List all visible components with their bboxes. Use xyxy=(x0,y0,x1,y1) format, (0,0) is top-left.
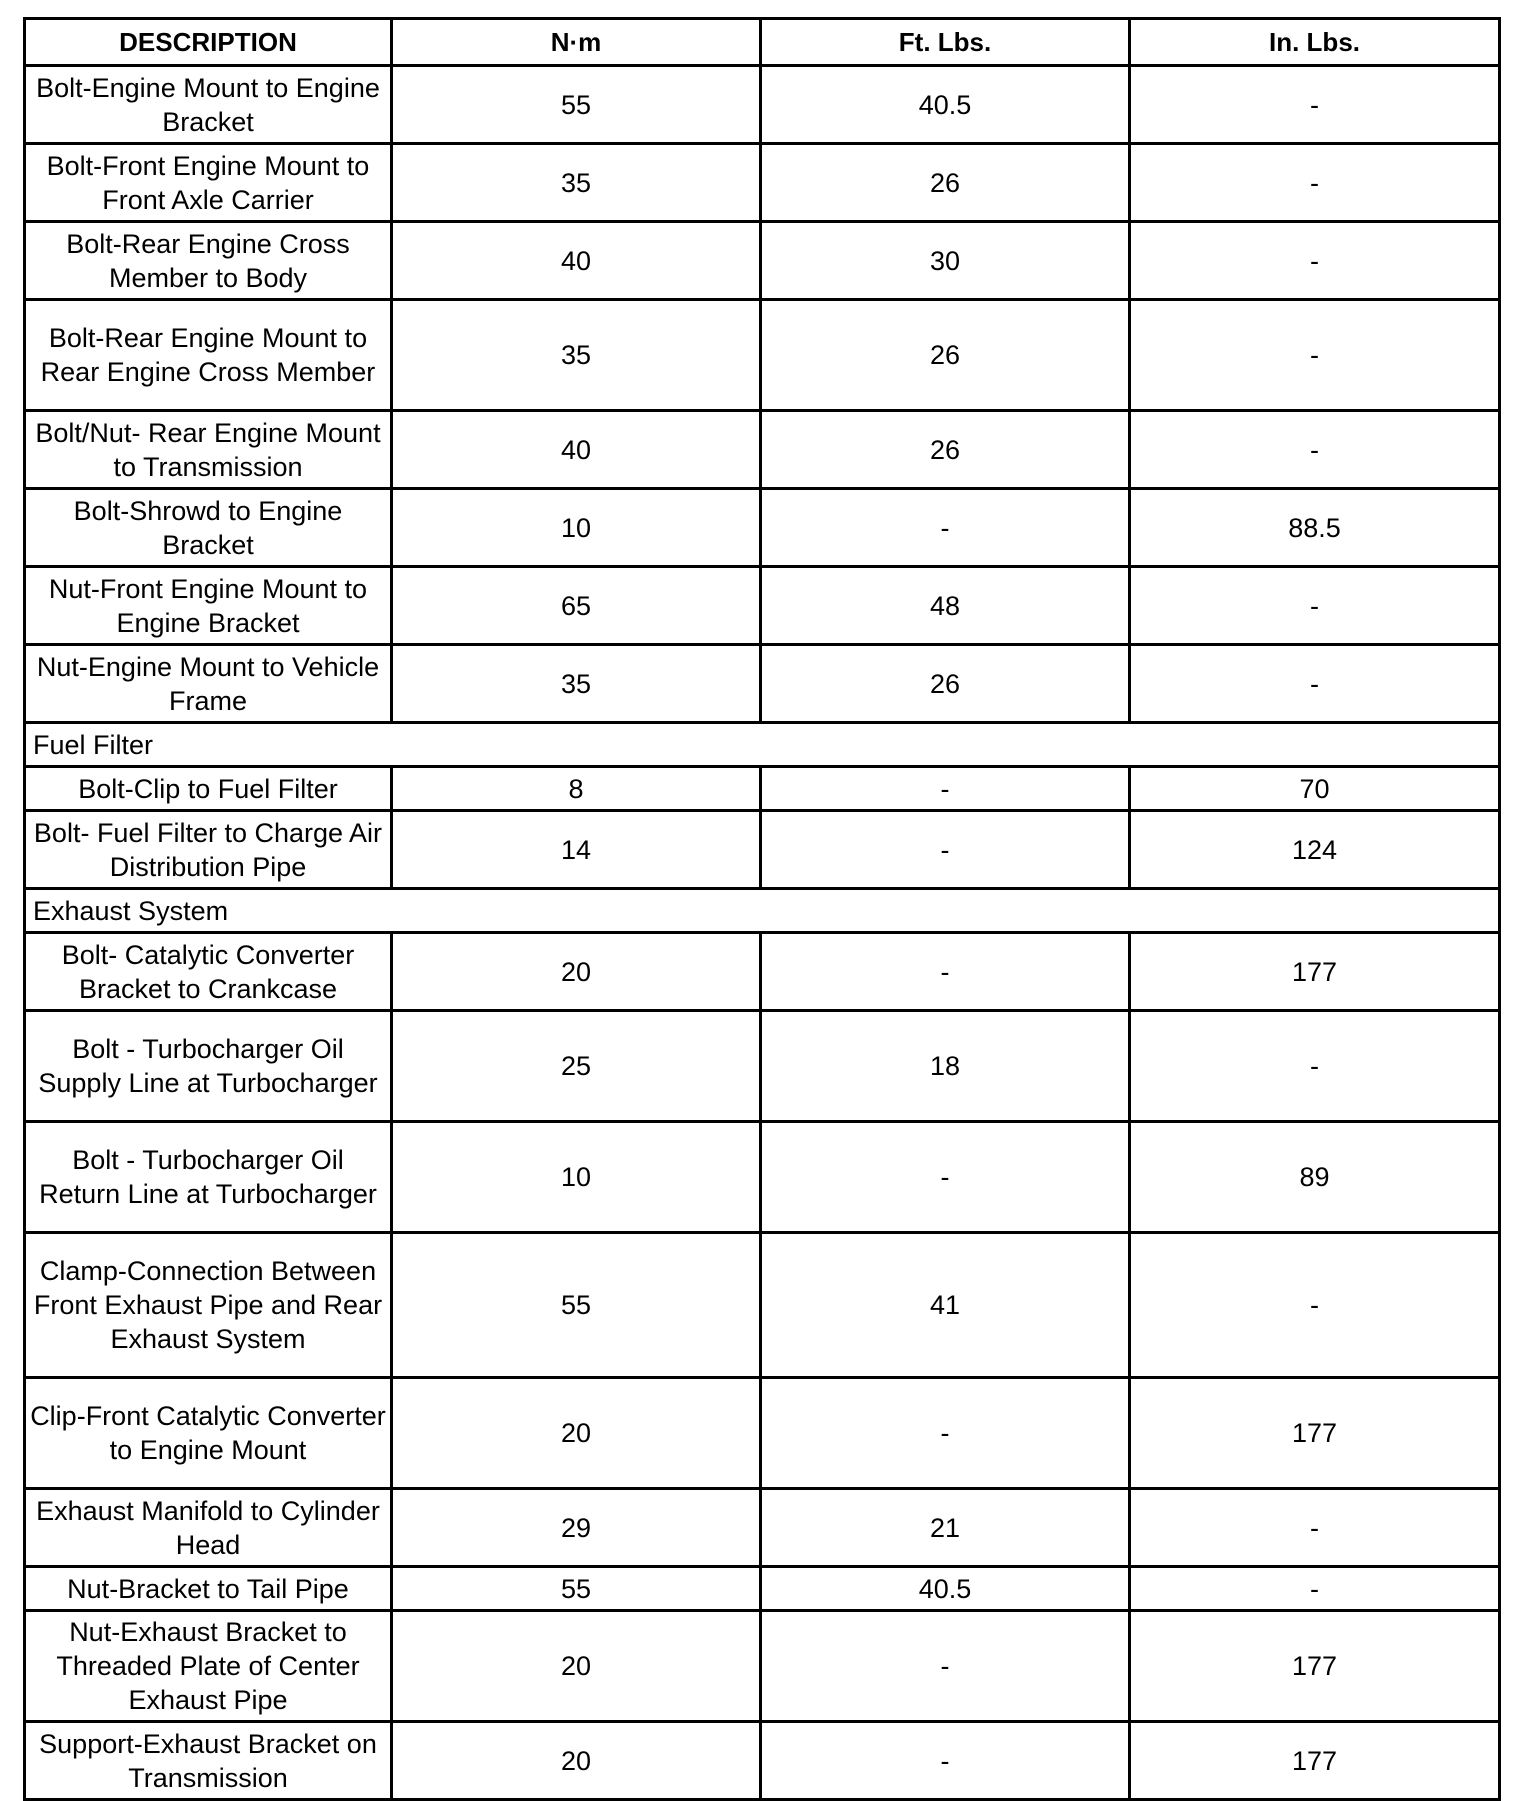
torque-spec-table xyxy=(23,17,1501,1801)
description-cell: Nut-Exhaust Bracket to Threaded Plate of Center Exhaust Pipe xyxy=(25,1611,392,1722)
table-row xyxy=(25,567,1500,645)
description-cell: Clip-Front Catalytic Converter to Engine Mount xyxy=(25,1378,392,1489)
in-lbs-cell: - xyxy=(1130,300,1500,411)
nm-cell: 14 xyxy=(392,811,761,889)
in-lbs-cell: - xyxy=(1130,1489,1500,1567)
ft-lbs-cell: 40.5 xyxy=(761,1567,1130,1611)
nm-cell: 55 xyxy=(392,66,761,144)
ft-lbs-cell: - xyxy=(761,1722,1130,1800)
nm-cell: 20 xyxy=(392,1611,761,1722)
description-cell: Bolt - Turbocharger Oil Supply Line at Turbocharger xyxy=(25,1011,392,1122)
nm-cell: 20 xyxy=(392,1722,761,1800)
nm-cell: 20 xyxy=(392,933,761,1011)
section-row-exhaust-system xyxy=(25,889,1500,933)
section-row-fuel-filter xyxy=(25,723,1500,767)
nm-cell: 40 xyxy=(392,222,761,300)
table-row xyxy=(25,1567,1500,1611)
table-row xyxy=(25,66,1500,144)
table-row xyxy=(25,933,1500,1011)
description-cell: Bolt- Fuel Filter to Charge Air Distribution Pipe xyxy=(25,811,392,889)
in-lbs-cell: 89 xyxy=(1130,1122,1500,1233)
nm-cell: 25 xyxy=(392,1011,761,1122)
ft-lbs-cell: - xyxy=(761,933,1130,1011)
section-title: Exhaust System xyxy=(25,889,1500,933)
description-cell: Clamp-Connection Between Front Exhaust Pipe and Rear Exhaust System xyxy=(25,1233,392,1378)
nm-cell: 29 xyxy=(392,1489,761,1567)
nm-cell: 55 xyxy=(392,1233,761,1378)
table-row xyxy=(25,1378,1500,1489)
table-row xyxy=(25,767,1500,811)
ft-lbs-cell: - xyxy=(761,1122,1130,1233)
description-cell: Support-Exhaust Bracket on Transmission xyxy=(25,1722,392,1800)
description-cell: Bolt-Shrowd to Engine Bracket xyxy=(25,489,392,567)
header-row xyxy=(25,19,1500,66)
table-row xyxy=(25,1611,1500,1722)
header-ft-lbs: Ft. Lbs. xyxy=(761,19,1130,66)
ft-lbs-cell: - xyxy=(761,489,1130,567)
ft-lbs-cell: 21 xyxy=(761,1489,1130,1567)
header-nm: N·m xyxy=(392,19,761,66)
in-lbs-cell: 177 xyxy=(1130,1722,1500,1800)
ft-lbs-cell: 18 xyxy=(761,1011,1130,1122)
in-lbs-cell: 177 xyxy=(1130,1378,1500,1489)
ft-lbs-cell: 26 xyxy=(761,645,1130,723)
header-in-lbs: In. Lbs. xyxy=(1130,19,1500,66)
table-row xyxy=(25,222,1500,300)
nm-cell: 8 xyxy=(392,767,761,811)
nm-cell: 40 xyxy=(392,411,761,489)
section-title: Fuel Filter xyxy=(25,723,1500,767)
ft-lbs-cell: 30 xyxy=(761,222,1130,300)
ft-lbs-cell: 41 xyxy=(761,1233,1130,1378)
description-cell: Bolt - Turbocharger Oil Return Line at Turbocharger xyxy=(25,1122,392,1233)
nm-cell: 10 xyxy=(392,1122,761,1233)
table-row xyxy=(25,1011,1500,1122)
in-lbs-cell: 124 xyxy=(1130,811,1500,889)
table-row xyxy=(25,411,1500,489)
nm-cell: 35 xyxy=(392,144,761,222)
ft-lbs-cell: 26 xyxy=(761,411,1130,489)
description-cell: Nut-Front Engine Mount to Engine Bracket xyxy=(25,567,392,645)
ft-lbs-cell: 48 xyxy=(761,567,1130,645)
table-row xyxy=(25,811,1500,889)
header-description: DESCRIPTION xyxy=(25,19,392,66)
ft-lbs-cell: - xyxy=(761,1611,1130,1722)
in-lbs-cell: - xyxy=(1130,144,1500,222)
description-cell: Bolt/Nut- Rear Engine Mount to Transmission xyxy=(25,411,392,489)
nm-cell: 35 xyxy=(392,300,761,411)
table-row xyxy=(25,144,1500,222)
description-cell: Bolt-Front Engine Mount to Front Axle Carrier xyxy=(25,144,392,222)
table-row xyxy=(25,300,1500,411)
ft-lbs-cell: 40.5 xyxy=(761,66,1130,144)
table-row xyxy=(25,1489,1500,1567)
in-lbs-cell: 177 xyxy=(1130,1611,1500,1722)
in-lbs-cell: - xyxy=(1130,567,1500,645)
table-row xyxy=(25,489,1500,567)
description-cell: Exhaust Manifold to Cylinder Head xyxy=(25,1489,392,1567)
in-lbs-cell: 177 xyxy=(1130,933,1500,1011)
description-cell: Bolt- Catalytic Converter Bracket to Crankcase xyxy=(25,933,392,1011)
in-lbs-cell: - xyxy=(1130,411,1500,489)
ft-lbs-cell: - xyxy=(761,767,1130,811)
in-lbs-cell: - xyxy=(1130,1567,1500,1611)
nm-cell: 35 xyxy=(392,645,761,723)
nm-cell: 65 xyxy=(392,567,761,645)
description-cell: Bolt-Rear Engine Cross Member to Body xyxy=(25,222,392,300)
description-cell: Bolt-Engine Mount to Engine Bracket xyxy=(25,66,392,144)
in-lbs-cell: 88.5 xyxy=(1130,489,1500,567)
table-row xyxy=(25,1722,1500,1800)
nm-cell: 20 xyxy=(392,1378,761,1489)
in-lbs-cell: - xyxy=(1130,66,1500,144)
table-row xyxy=(25,1122,1500,1233)
ft-lbs-cell: - xyxy=(761,1378,1130,1489)
table-row xyxy=(25,1233,1500,1378)
in-lbs-cell: - xyxy=(1130,645,1500,723)
description-cell: Nut-Engine Mount to Vehicle Frame xyxy=(25,645,392,723)
in-lbs-cell: - xyxy=(1130,222,1500,300)
nm-cell: 10 xyxy=(392,489,761,567)
description-cell: Nut-Bracket to Tail Pipe xyxy=(25,1567,392,1611)
ft-lbs-cell: 26 xyxy=(761,300,1130,411)
in-lbs-cell: - xyxy=(1130,1011,1500,1122)
table-row xyxy=(25,645,1500,723)
in-lbs-cell: - xyxy=(1130,1233,1500,1378)
ft-lbs-cell: 26 xyxy=(761,144,1130,222)
nm-cell: 55 xyxy=(392,1567,761,1611)
ft-lbs-cell: - xyxy=(761,811,1130,889)
description-cell: Bolt-Clip to Fuel Filter xyxy=(25,767,392,811)
in-lbs-cell: 70 xyxy=(1130,767,1500,811)
description-cell: Bolt-Rear Engine Mount to Rear Engine Cross Member xyxy=(25,300,392,411)
